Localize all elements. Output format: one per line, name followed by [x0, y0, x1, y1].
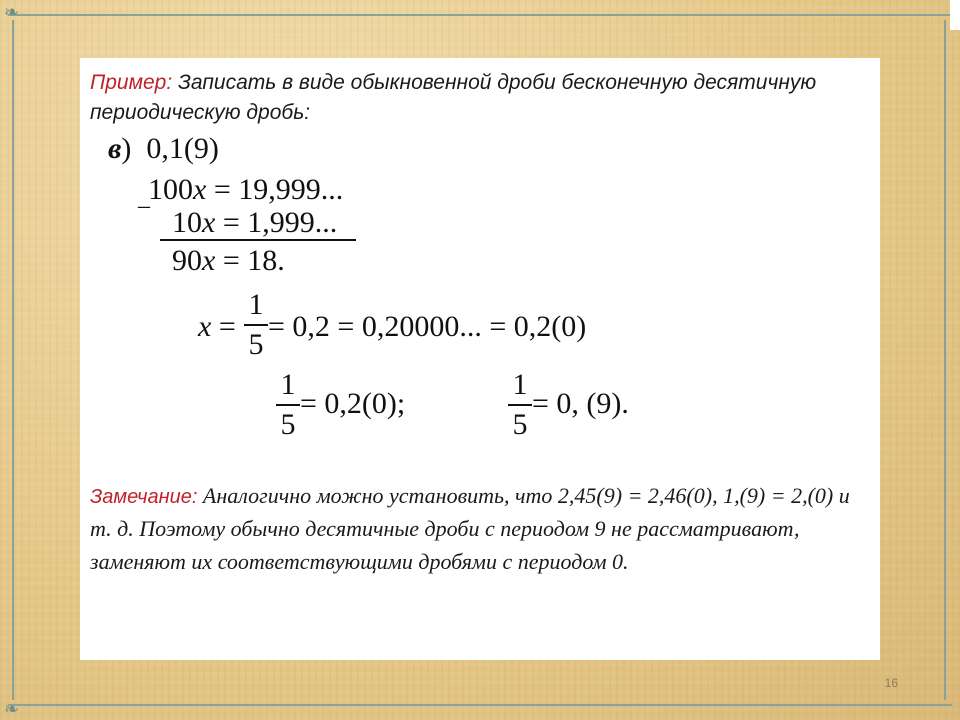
item-letter: в: [108, 132, 122, 165]
subtraction-line-1: 100x = 19,999...: [148, 173, 344, 206]
result-lhs: x =: [198, 310, 236, 343]
item-value: 0,1(9): [146, 132, 219, 165]
corner-white-box: [950, 0, 960, 30]
pair-left-rhs: = 0,2(0);: [300, 387, 406, 420]
corner-ornament-icon: ❧: [4, 2, 20, 22]
result-fraction: 1 5: [244, 288, 268, 362]
frame-right-line: [944, 20, 946, 700]
item-paren: ): [121, 132, 132, 165]
subtraction-line-2: 10x = 1,999...: [172, 206, 338, 239]
subtraction-result: 90x = 18.: [172, 244, 285, 277]
frame-bottom-line: [8, 704, 952, 706]
frame-top-line: [8, 14, 952, 16]
remark-block: [90, 480, 875, 579]
corner-ornament-icon: ❧: [4, 699, 20, 719]
slide-number: 16: [884, 676, 898, 690]
example-label: Пример:: [90, 71, 173, 94]
example-text: Записать в виде обыкновенной дроби бесконечную десятичную периодическую дробь:: [90, 71, 817, 124]
example-intro: [90, 68, 870, 128]
frame-left-line: [12, 20, 14, 700]
content-card: [80, 58, 880, 660]
pair-right-rhs: = 0, (9).: [532, 387, 629, 420]
remark-label: Замечание:: [90, 486, 198, 508]
result-rhs: = 0,2 = 0,20000... = 0,2(0): [268, 310, 587, 343]
remark-text: Аналогично можно установить, что 2,45(9) = 2,46(0), 1,(9) = 2,(0) и т. д. Поэтому обычно десятичные дроби с периодом 9 не рассматривают, заменяют их соответствующими дробями с периодом 0.: [90, 483, 850, 574]
pair-left-fraction: 1 5: [276, 368, 300, 442]
subtraction-rule: [160, 239, 356, 241]
item-line: [108, 132, 219, 166]
pair-right-fraction: 1 5: [508, 368, 532, 442]
minus-sign: _: [138, 185, 150, 211]
